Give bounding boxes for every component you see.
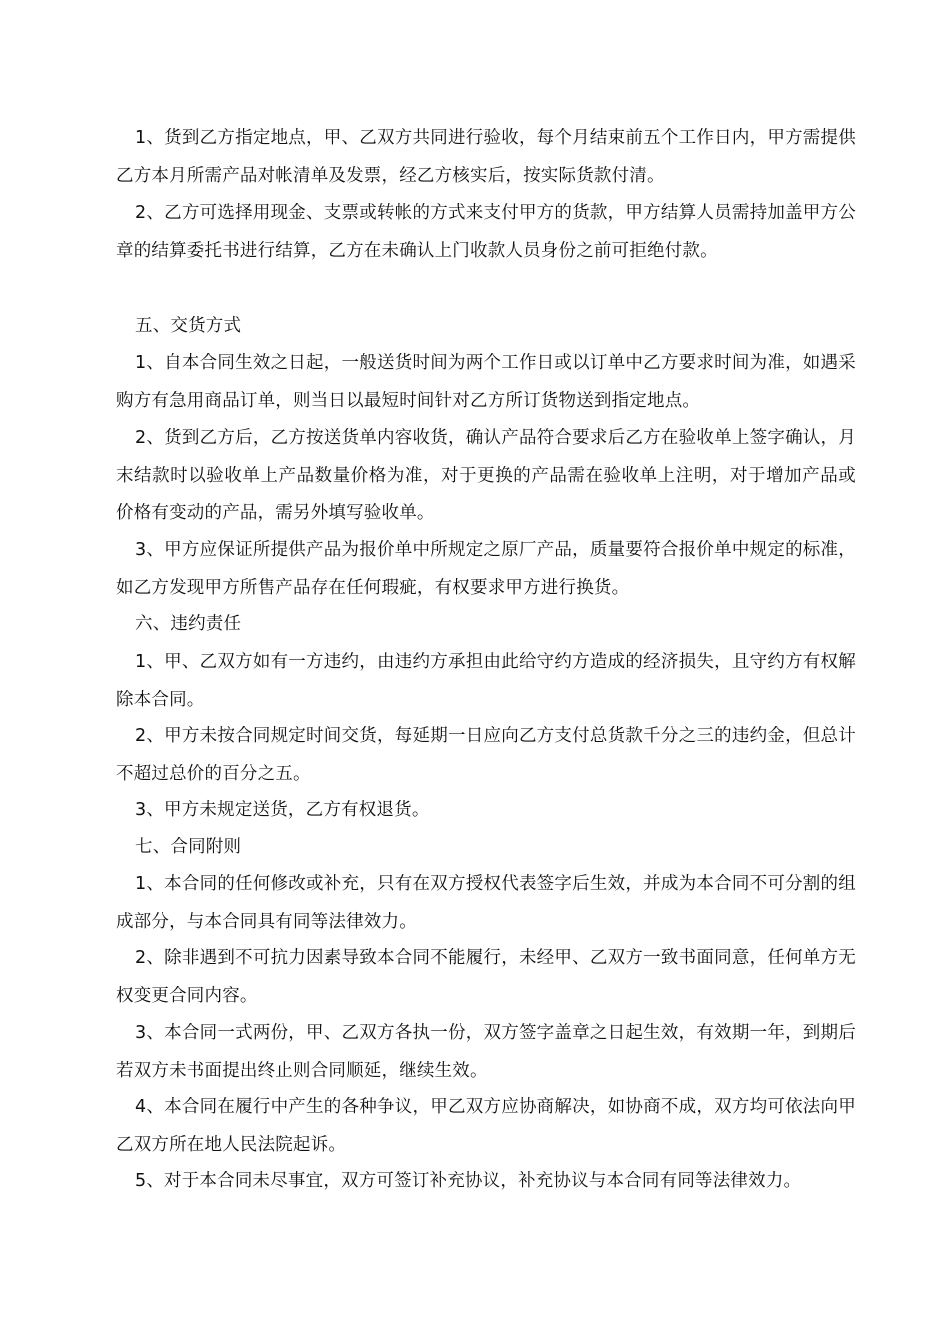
annex-clause-5: 5、对于本合同未尽事宜，双方可签订补充协议，补充协议与本合同有同等法律效力。 (135, 1171, 802, 1191)
annex-clause-2: 2、除非遇到不可抗力因素导致本合同不能履行，未经甲、乙双方一致书面同意，任何单方无权变更合同内容。 (116, 948, 856, 1006)
section-heading-annex: 七、合同附则 (135, 837, 242, 857)
liability-clause-3: 3、甲方未规定送货，乙方有权退货。 (135, 800, 430, 820)
delivery-clause-3: 3、甲方应保证所提供产品为报价单中所规定之原厂产品，质量要符合报价单中规定的标准，如乙方发现甲方所售产品存在任何瑕疵，有权要求甲方进行换货。 (116, 540, 856, 598)
annex-clause-1: 1、本合同的任何修改或补充，只有在双方授权代表签字后生效，并成为本合同不可分割的组成部分，与本合同具有同等法律效力。 (116, 874, 856, 932)
liability-clause-2: 2、甲方未按合同规定时间交货，每延期一日应向乙方支付总货款千分之三的违约金，但总计不超过总价的百分之五。 (116, 726, 856, 784)
delivery-clause-2: 2、货到乙方后，乙方按送货单内容收货，确认产品符合要求后乙方在验收单上签字确认，月末结款时以验收单上产品数量价格为准，对于更换的产品需在验收单上注明，对于增加产品或价格有变动的产品，需另外填写验收单。 (116, 428, 856, 523)
payment-clause-2: 2、乙方可选择用现金、支票或转帐的方式来支付甲方的货款，甲方结算人员需持加盖甲方公章的结算委托书进行结算，乙方在未确认上门收款人员身份之前可拒绝付款。 (116, 203, 856, 261)
liability-clause-1: 1、甲、乙双方如有一方违约，由违约方承担由此给守约方造成的经济损失，且守约方有权解除本合同。 (116, 652, 856, 710)
section-heading-delivery: 五、交货方式 (135, 316, 242, 336)
payment-clause-1: 1、货到乙方指定地点，甲、乙双方共同进行验收，每个月结束前五个工作日内，甲方需提供乙方本月所需产品对帐清单及发票，经乙方核实后，按实际货款付清。 (116, 128, 856, 186)
annex-clause-4: 4、本合同在履行中产生的各种争议，甲乙双方应协商解决，如协商不成，双方均可依法向甲乙双方所在地人民法院起诉。 (116, 1097, 856, 1155)
section-heading-liability: 六、违约责任 (135, 614, 242, 634)
annex-clause-3: 3、本合同一式两份，甲、乙双方各执一份，双方签字盖章之日起生效，有效期一年，到期后若双方未书面提出终止则合同顺延，继续生效。 (116, 1023, 856, 1081)
delivery-clause-1: 1、自本合同生效之日起，一般送货时间为两个工作日或以订单中乙方要求时间为准，如遇采购方有急用商品订单，则当日以最短时间针对乙方所订货物送到指定地点。 (116, 353, 856, 411)
